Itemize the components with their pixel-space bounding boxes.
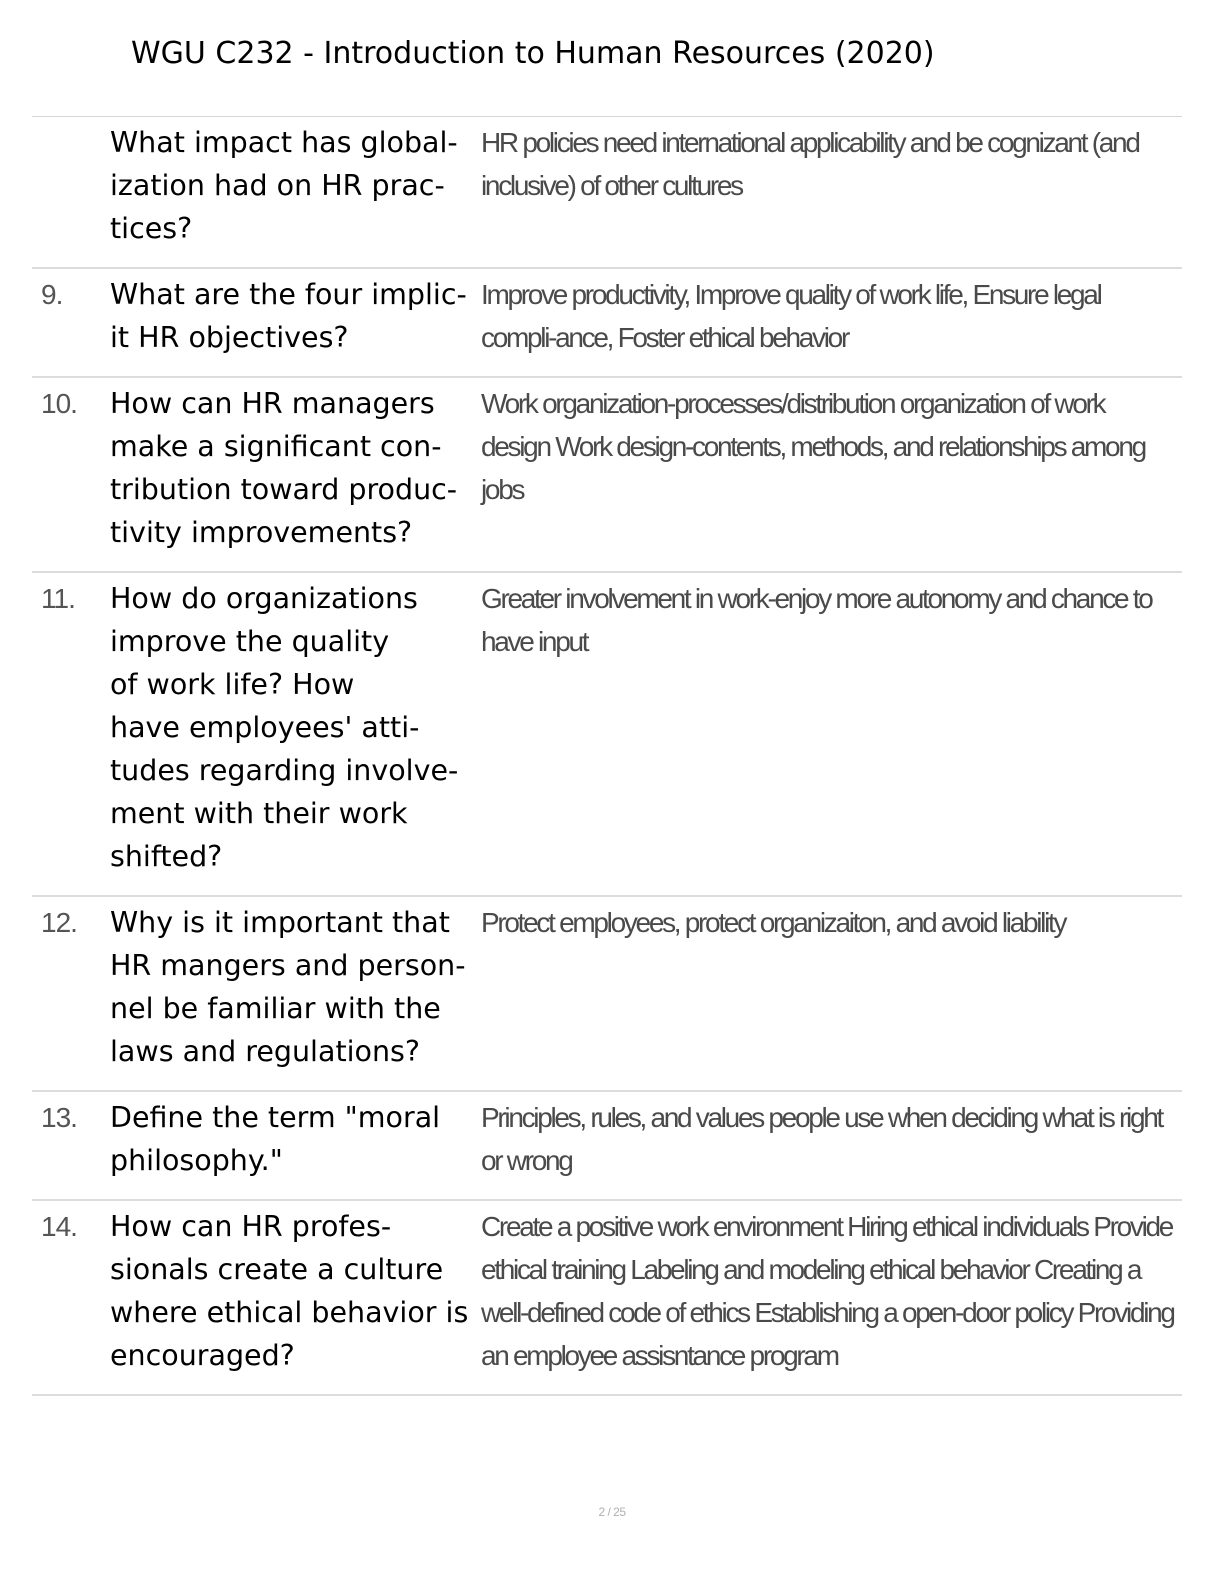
page-indicator: 2 / 25 <box>598 1505 626 1519</box>
card-term: What impact has global- ization had on HR prac- tices? <box>110 126 458 245</box>
flashcard-row <box>32 1201 1182 1396</box>
flashcard-row <box>32 378 1182 573</box>
card-number: 13. <box>41 1102 77 1133</box>
flashcard-row <box>32 573 1182 897</box>
card-term: Define the term "moral philosophy." <box>110 1101 441 1177</box>
card-term: Why is it important that HR mangers and person- nel be familiar with the laws and regulations? <box>110 906 466 1068</box>
flashcard-row <box>32 897 1182 1092</box>
card-definition: HR policies need international applicability and be cognizant (and inclusive) of other cultures <box>481 127 1139 201</box>
card-definition: Principles, rules, and values people use when deciding what is right or wrong <box>481 1102 1162 1176</box>
card-term: How do organizations improve the quality of work life? How have employees' atti- tudes regarding involve- ment with their work shifted? <box>110 582 459 873</box>
flashcard-list <box>32 116 1182 1396</box>
card-number: 9. <box>41 279 63 310</box>
card-definition: Create a positive work environment Hiring ethical individuals Provide ethical training Labeling and modeling ethical behavior Creating a well-defined code of ethics Establishing a open-door policy Providing an employee assisntance program <box>481 1211 1174 1371</box>
card-term: What are the four implic- it HR objectives? <box>110 278 467 354</box>
flashcard-row <box>32 117 1182 269</box>
card-number: 11. <box>41 583 75 614</box>
card-definition: Work organization-processes/distribution organization of work design Work design-contents, methods, and relationships among jobs <box>481 388 1145 505</box>
card-number <box>32 121 110 250</box>
card-term: How can HR managers make a significant con- tribution toward produc- tivity improvements? <box>110 387 458 549</box>
flashcard-row <box>32 269 1182 378</box>
card-definition: Greater involvement in work-enjoy more autonomy and chance to have input <box>481 583 1152 657</box>
card-number: 14. <box>41 1211 77 1242</box>
document-title: WGU C232 - Introduction to Human Resources (2020) <box>131 36 935 71</box>
card-term: How can HR profes- sionals create a culture where ethical behavior is encouraged? <box>110 1210 469 1372</box>
card-number: 10. <box>41 388 77 419</box>
card-definition: Protect employees, protect organizaiton, and avoid liability <box>481 907 1066 938</box>
flashcard-row <box>32 1092 1182 1201</box>
card-definition: Improve productivity, Improve quality of work life, Ensure legal compli-ance, Foster ethical behavior <box>481 279 1101 353</box>
card-number: 12. <box>41 907 77 938</box>
